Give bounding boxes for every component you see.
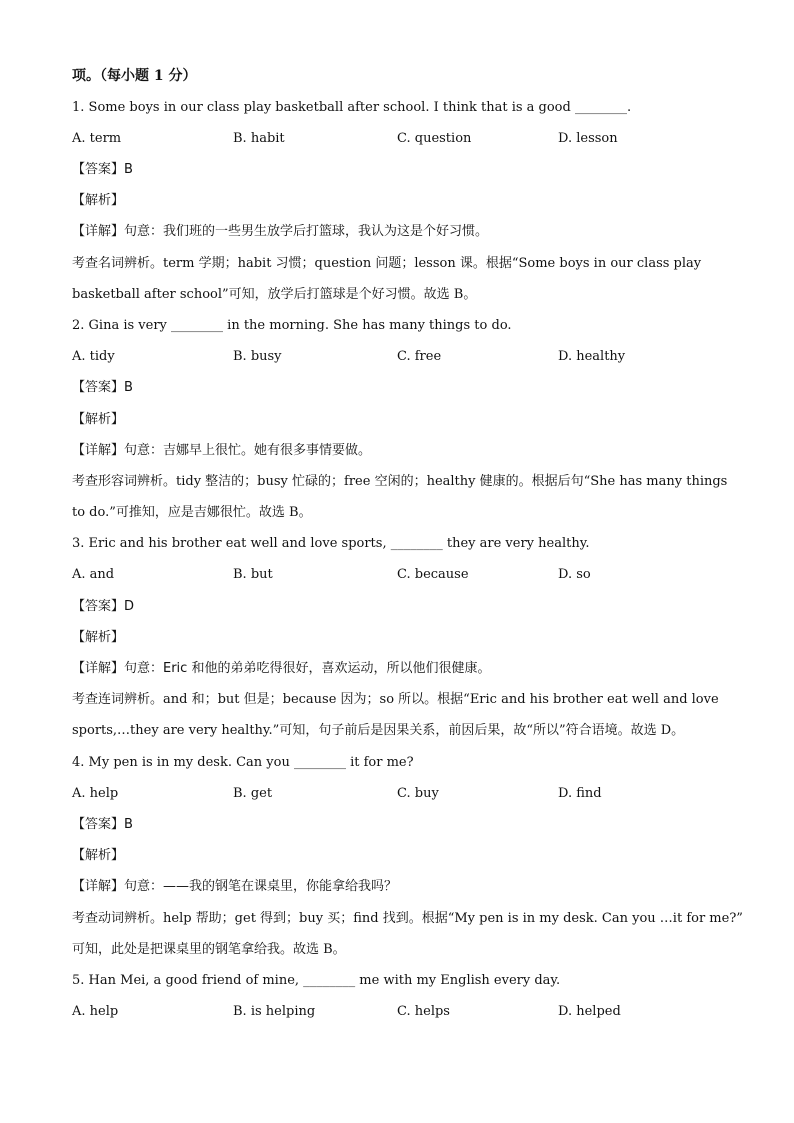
question-3-option-d: D. so xyxy=(558,567,591,582)
question-2-answer: 【答案】B xyxy=(72,380,133,395)
question-3-option-b: B. but xyxy=(233,567,273,582)
question-1-detail-1: 【详解】句意：我们班的一些男生放学后打篮球，我认为这是个好习惯。 xyxy=(72,224,489,239)
question-3-detail-1: 【详解】句意：Eric 和他的弟弟吃得很好，喜欢运动，所以他们很健康。 xyxy=(72,661,491,676)
question-4-analysis: 【解析】 xyxy=(72,848,125,863)
question-3-option-a: A. and xyxy=(72,567,115,582)
question-4-option-a: A. help xyxy=(72,786,119,801)
question-3-stem: 3. Eric and his brother eat well and love sports, ________ they are very healthy. xyxy=(72,536,590,551)
question-3-option-c: C. because xyxy=(397,567,469,582)
question-5-stem: 5. Han Mei, a good friend of mine, ________ me with my English every day. xyxy=(72,973,561,988)
question-3-detail-3: sports,…they are very healthy.”可知，句子前后是因果关系，前因后果，故“所以”符合语境。故选 D。 xyxy=(72,723,685,738)
question-5-option-b: B. is helping xyxy=(233,1004,316,1019)
question-1-analysis: 【解析】 xyxy=(72,193,125,208)
question-1-option-b: B. habit xyxy=(233,131,285,146)
question-1-stem: 1. Some boys in our class play basketball after school. I think that is a good ________. xyxy=(72,100,632,115)
question-4-detail-1: 【详解】句意：——我的钢笔在课桌里，你能拿给我吗？ xyxy=(72,879,398,894)
question-1-option-a: A. term xyxy=(72,131,122,146)
question-2-stem: 2. Gina is very ________ in the morning. She has many things to do. xyxy=(72,318,512,333)
section-heading: 项。（每小题 1 分） xyxy=(72,68,197,84)
question-4-option-b: B. get xyxy=(233,786,273,801)
question-3-answer: 【答案】D xyxy=(72,599,135,614)
question-2-detail-1: 【详解】句意：吉娜早上很忙。她有很多事情要做。 xyxy=(72,443,372,458)
question-5-option-d: D. helped xyxy=(558,1004,621,1019)
question-4-detail-3: 可知，此处是把课桌里的钢笔拿给我。故选 B。 xyxy=(72,942,346,957)
question-5-option-a: A. help xyxy=(72,1004,119,1019)
question-1-detail-2: 考查名词辨析。term 学期；habit 习惯；question 问题；lesson 课。根据“Some boys in our class play xyxy=(72,256,702,271)
question-2-option-d: D. healthy xyxy=(558,349,626,364)
question-2-option-c: C. free xyxy=(397,349,442,364)
question-4-stem: 4. My pen is in my desk. Can you ________ it for me? xyxy=(72,755,414,770)
question-1-option-c: C. question xyxy=(397,131,472,146)
question-2-detail-3: to do.”可推知，应是吉娜很忙。故选 B。 xyxy=(72,505,312,520)
question-2-analysis: 【解析】 xyxy=(72,412,125,427)
question-1-detail-3: basketball after school”可知，放学后打篮球是个好习惯。故选 B。 xyxy=(72,287,477,302)
question-4-option-c: C. buy xyxy=(397,786,439,801)
question-5-option-c: C. helps xyxy=(397,1004,450,1019)
question-3-analysis: 【解析】 xyxy=(72,630,125,645)
question-3-detail-2: 考查连词辨析。and 和；but 但是；because 因为；so 所以。根据“Eric and his brother eat well and love xyxy=(72,692,719,707)
question-4-answer: 【答案】B xyxy=(72,817,133,832)
question-4-option-d: D. find xyxy=(558,786,602,801)
question-2-option-b: B. busy xyxy=(233,349,282,364)
question-2-option-a: A. tidy xyxy=(72,349,115,364)
question-2-detail-2: 考查形容词辨析。tidy 整洁的；busy 忙碌的；free 空闲的；healthy 健康的。根据后句“She has many things xyxy=(72,474,728,489)
question-4-detail-2: 考查动词辨析。help 帮助；get 得到；buy 买；find 找到。根据“My pen is in my desk. Can you …it for me?” xyxy=(72,911,743,926)
question-1-answer: 【答案】B xyxy=(72,162,133,177)
question-1-option-d: D. lesson xyxy=(558,131,618,146)
